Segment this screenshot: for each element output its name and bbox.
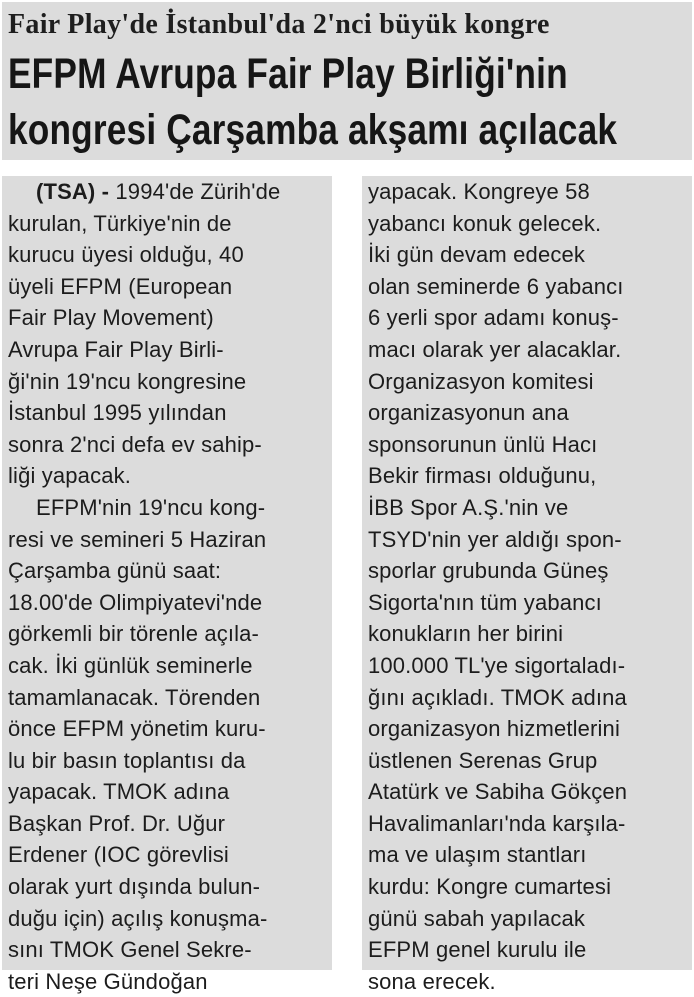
column-line: yapacak. Kongreye 58	[368, 179, 590, 204]
column-line: önce EFPM yönetim kuru-	[8, 716, 266, 742]
column-line: Havalimanları'nda karşıla-	[368, 810, 626, 836]
column-line: sona erecek.	[368, 968, 496, 994]
column-line: Sigorta'nın tüm yabancı	[368, 589, 602, 615]
column-line: 6 yerli spor adamı konuş-	[368, 305, 619, 331]
column-line: TSYD'nin yer aldığı spon-	[368, 526, 622, 552]
column-line: organizasyonun ana	[368, 400, 569, 426]
column-line: yabancı konuk gelecek.	[368, 210, 602, 236]
column-line: olarak yurt dışında bulun-	[8, 874, 261, 900]
column-line: ma ve ulaşım stantları	[368, 842, 587, 868]
headline-line-2: kongresi Çarşamba akşamı açılacak	[8, 106, 618, 154]
column-line: Fair Play Movement)	[8, 305, 214, 331]
column-line: olan seminerde 6 yabancı	[368, 273, 624, 299]
column-line: İki gün devam edecek	[368, 242, 586, 268]
column-line: kurulan, Türkiye'nin de	[8, 210, 232, 236]
headline-line-1: EFPM Avrupa Fair Play Birliği'nin	[8, 50, 568, 98]
column-line: sonra 2'nci defa ev sahip-	[8, 431, 262, 457]
column-line: ği'nin 19'ncu kongresine	[8, 368, 247, 394]
agency-tag: (TSA) -	[36, 179, 110, 204]
column-line: lu bir basın toplantısı da	[8, 747, 246, 773]
column-line: sporlar grubunda Güneş	[368, 558, 609, 584]
column-line: duğu için) açılış konuşma-	[8, 905, 268, 931]
column-line: üyeli EFPM (European	[8, 273, 233, 299]
column-line: Çarşamba günü saat:	[8, 558, 222, 584]
column-line	[8, 176, 332, 208]
column-line-text: 1994'de Zürih'de	[115, 179, 281, 204]
article-column-right	[362, 176, 692, 994]
column-line: tamamlanacak. Törenden	[8, 684, 261, 710]
column-line: Bekir firması olduğunu,	[368, 463, 597, 489]
column-line: kurucu üyesi olduğu, 40	[8, 242, 244, 268]
column-line: Avrupa Fair Play Birli-	[8, 336, 224, 362]
column-line: günü sabah yapılacak	[368, 905, 586, 931]
column-line: macı olarak yer alacaklar.	[368, 336, 622, 362]
column-line: yapacak. TMOK adına	[8, 779, 230, 805]
column-line: Erdener (IOC görevlisi	[8, 842, 229, 868]
column-line: ğını açıkladı. TMOK adına	[368, 684, 627, 710]
column-line: üstlenen Serenas Grup	[368, 747, 598, 773]
column-line: resi ve semineri 5 Haziran	[8, 526, 267, 552]
column-line: sını TMOK Genel Sekre-	[8, 937, 252, 963]
column-line: EFPM genel kurulu ile	[368, 937, 587, 963]
column-line: sponsorunun ünlü Hacı	[368, 431, 598, 457]
column-right-text	[368, 176, 692, 997]
column-line: 100.000 TL'ye sigortaladı-	[368, 652, 626, 678]
column-line: İBB Spor A.Ş.'nin ve	[368, 494, 569, 520]
column-line: kurdu: Kongre cumartesi	[368, 874, 612, 900]
column-line: görkemli bir törenle açıla-	[8, 621, 260, 647]
headline	[8, 46, 617, 158]
column-line: teri Neşe Gündoğan	[8, 968, 208, 994]
headline-block	[2, 2, 692, 160]
column-line: EFPM'nin 19'ncu kong-	[36, 494, 266, 520]
column-line: Atatürk ve Sabiha Gökçen	[368, 779, 628, 805]
article-column-left	[2, 176, 332, 994]
column-line: Başkan Prof. Dr. Uğur	[8, 810, 226, 836]
column-line: konukların her birini	[368, 621, 564, 647]
column-line: 18.00'de Olimpiyatevi'nde	[8, 589, 263, 615]
column-line: liği yapacak.	[8, 463, 132, 489]
column-line: Organizasyon komitesi	[368, 368, 594, 394]
column-line: organizasyon hizmetlerini	[368, 716, 620, 742]
column-left-text	[8, 176, 332, 997]
kicker-line: Fair Play'de İstanbul'da 2'nci büyük kongre	[8, 9, 550, 40]
column-line: İstanbul 1995 yılından	[8, 400, 227, 426]
column-line: cak. İki günlük seminerle	[8, 652, 253, 678]
